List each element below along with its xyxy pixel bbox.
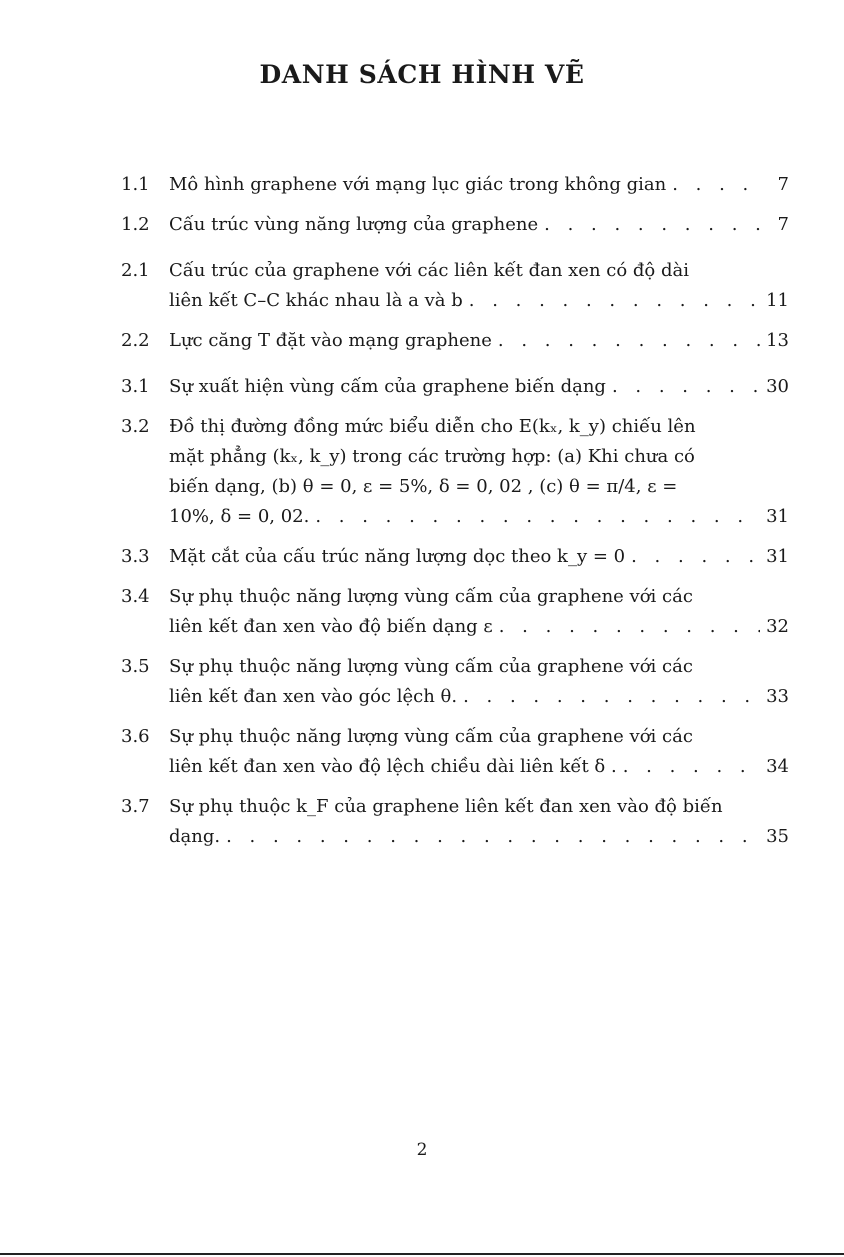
figure-caption-text: liên kết đan xen vào độ biến dạng ε (169, 616, 493, 637)
figure-entry[interactable] (121, 326, 789, 356)
dot-leader (672, 170, 761, 200)
figure-entry-line (121, 210, 789, 240)
figure-entry-line (121, 472, 789, 502)
dot-leader (631, 542, 760, 572)
figure-entry[interactable] (121, 256, 789, 316)
figure-caption-text: biến dạng, (b) θ = 0, ε = 5%, δ = 0, 02 , (c) θ = π/4, ε = (169, 476, 678, 497)
figure-number: 2.2 (121, 330, 150, 351)
dot-leader (463, 682, 760, 712)
figure-entry-line (121, 752, 789, 782)
figure-entry[interactable] (121, 652, 789, 712)
figure-entry-line (121, 170, 789, 200)
figure-number: 3.7 (121, 796, 150, 817)
figure-entry[interactable] (121, 792, 789, 852)
figure-number: 2.1 (121, 260, 150, 281)
figure-entry-line (121, 682, 789, 712)
figure-entry-line (121, 442, 789, 472)
figure-number: 3.3 (121, 546, 150, 567)
figure-caption-text: 10%, δ = 0, 02. (169, 506, 310, 527)
figure-page-number: 30 (766, 376, 789, 397)
figure-page-number: 32 (766, 616, 789, 637)
figure-caption-text: Cấu trúc của graphene với các liên kết đan xen có độ dài (169, 260, 690, 281)
figure-entry[interactable] (121, 412, 789, 532)
dot-leader (623, 752, 760, 782)
figure-caption-text: liên kết C–C khác nhau là a và b (169, 290, 463, 311)
dot-leader (469, 286, 760, 316)
figure-entry-line (121, 722, 789, 752)
figure-entry-line (121, 502, 789, 532)
figure-caption-text: mặt phẳng (kₓ, k_y) trong các trường hợp: (a) Khi chưa có (169, 446, 695, 467)
figure-entry-line (121, 792, 789, 822)
figure-page-number: 33 (766, 686, 789, 707)
dot-leader (315, 502, 760, 532)
figure-caption-text: Mặt cắt của cấu trúc năng lượng dọc theo k_y = 0 (169, 546, 626, 567)
figure-entry[interactable] (121, 210, 789, 240)
figure-entry-line (121, 326, 789, 356)
dot-leader (544, 210, 761, 240)
figure-caption-text: Cấu trúc vùng năng lượng của graphene (169, 214, 539, 235)
figure-entry-line (121, 542, 789, 572)
figure-page-number: 11 (766, 290, 789, 311)
figure-caption-text: Đồ thị đường đồng mức biểu diễn cho E(kₓ, k_y) chiếu lên (169, 416, 696, 437)
figure-entry-line (121, 256, 789, 286)
figure-entry-line (121, 612, 789, 642)
figure-entry[interactable] (121, 170, 789, 200)
figure-caption-text: Lực căng T đặt vào mạng graphene (169, 330, 492, 351)
figure-number: 3.5 (121, 656, 150, 677)
figure-entry[interactable] (121, 582, 789, 642)
dot-leader (498, 326, 760, 356)
figure-entry-line (121, 822, 789, 852)
page-number: 2 (416, 1140, 428, 1160)
figure-page-number: 7 (777, 174, 789, 195)
figure-page-number: 13 (766, 330, 789, 351)
figure-caption-text: dạng. (169, 826, 221, 847)
figure-number: 3.2 (121, 416, 150, 437)
figure-entry-line (121, 652, 789, 682)
page-title: DANH SÁCH HÌNH VẼ (259, 60, 585, 89)
figure-entry[interactable] (121, 722, 789, 782)
figure-caption-text: Mô hình graphene với mạng lục giác trong không gian (169, 174, 667, 195)
figure-caption-text: Sự phụ thuộc năng lượng vùng cấm của graphene với các (169, 586, 693, 607)
figure-page-number: 7 (777, 214, 789, 235)
figure-number: 3.4 (121, 586, 150, 607)
figure-number: 1.2 (121, 214, 150, 235)
figure-entry-line (121, 286, 789, 316)
figure-caption-text: Sự phụ thuộc năng lượng vùng cấm của graphene với các (169, 726, 693, 747)
figure-entry-line (121, 582, 789, 612)
figure-entry-line (121, 372, 789, 402)
figure-caption-text: liên kết đan xen vào độ lệch chiều dài liên kết δ . (169, 756, 617, 777)
figure-entry-line (121, 412, 789, 442)
figure-page-number: 31 (766, 506, 789, 527)
figure-number: 3.1 (121, 376, 150, 397)
figure-page-number: 31 (766, 546, 789, 567)
figure-number: 1.1 (121, 174, 150, 195)
figure-entry[interactable] (121, 372, 789, 402)
figure-page-number: 34 (766, 756, 789, 777)
figure-page-number: 35 (766, 826, 789, 847)
figure-list (121, 170, 789, 862)
figure-caption-text: liên kết đan xen vào góc lệch θ. (169, 686, 458, 707)
figure-caption-text: Sự xuất hiện vùng cấm của graphene biến dạng (169, 376, 606, 397)
figure-entry[interactable] (121, 542, 789, 572)
figure-caption-text: Sự phụ thuộc k_F của graphene liên kết đan xen vào độ biến (169, 796, 723, 817)
dot-leader (612, 372, 760, 402)
figure-caption-text: Sự phụ thuộc năng lượng vùng cấm của graphene với các (169, 656, 693, 677)
dot-leader (499, 612, 760, 642)
bottom-rule (0, 1253, 844, 1255)
figure-number: 3.6 (121, 726, 150, 747)
dot-leader (226, 822, 760, 852)
